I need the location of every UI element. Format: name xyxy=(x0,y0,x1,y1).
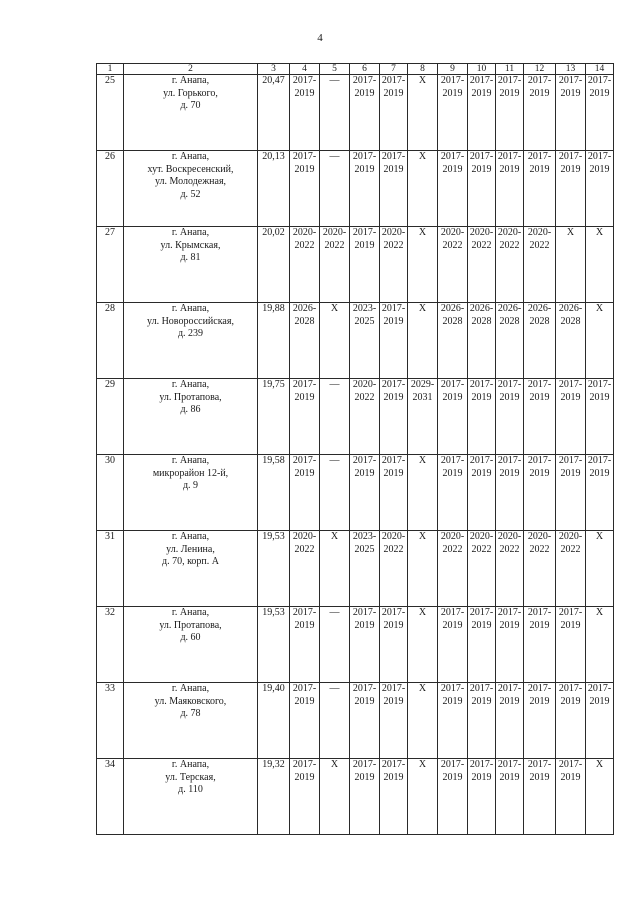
period-cell: X xyxy=(408,303,438,379)
period-cell: X xyxy=(556,227,586,303)
period-cell: — xyxy=(320,151,350,227)
period-cell: 2020-2022 xyxy=(524,531,556,607)
period-cell: X xyxy=(408,759,438,835)
table-row xyxy=(97,531,614,607)
period-cell: 2020-2022 xyxy=(438,531,468,607)
period-cell: 2017-2019 xyxy=(380,379,408,455)
area-cell: 19,58 xyxy=(258,455,290,531)
period-cell: 2017-2019 xyxy=(496,151,524,227)
address-line: д. 239 xyxy=(177,328,204,339)
address-line: ул. Новороссийская, xyxy=(147,315,234,327)
address-cell xyxy=(124,759,258,835)
period-cell: 2017-2019 xyxy=(438,683,468,759)
period-cell: X xyxy=(408,683,438,759)
address-line: г. Анапа, xyxy=(171,607,210,618)
period-cell: — xyxy=(320,379,350,455)
period-cell: X xyxy=(408,227,438,303)
period-cell: 2017-2019 xyxy=(524,607,556,683)
address-line: д. 60 xyxy=(180,632,201,643)
period-cell: 2017-2019 xyxy=(586,379,614,455)
period-cell: 2017-2019 xyxy=(556,75,586,151)
address-line: ул. Терская, xyxy=(165,771,216,783)
period-cell: 2017-2019 xyxy=(290,607,320,683)
period-cell: 2017-2019 xyxy=(496,379,524,455)
table-row xyxy=(97,75,614,151)
column-header: 9 xyxy=(438,64,468,75)
period-cell: 2017-2019 xyxy=(380,607,408,683)
period-cell: X xyxy=(408,75,438,151)
period-cell: X xyxy=(320,303,350,379)
period-cell: 2017-2019 xyxy=(586,151,614,227)
area-cell: 19,32 xyxy=(258,759,290,835)
address-line: г. Анапа, xyxy=(171,227,210,238)
period-cell: 2017-2019 xyxy=(496,683,524,759)
period-cell: 2020-2022 xyxy=(320,227,350,303)
period-cell: — xyxy=(320,683,350,759)
period-cell: 2017-2019 xyxy=(496,75,524,151)
period-cell: 2017-2019 xyxy=(380,759,408,835)
address-line: г. Анапа, xyxy=(171,379,210,390)
period-cell: 2017-2019 xyxy=(496,455,524,531)
row-number-cell: 30 xyxy=(97,455,124,531)
period-cell: 2020-2022 xyxy=(350,379,380,455)
period-cell: 2017-2019 xyxy=(290,379,320,455)
address-line: ул. Маяковского, xyxy=(154,695,227,707)
table-body xyxy=(97,64,614,835)
period-cell: X xyxy=(408,531,438,607)
period-cell: 2017-2019 xyxy=(556,607,586,683)
address-line: ул. Протапова, xyxy=(159,619,222,631)
period-cell: 2017-2019 xyxy=(496,607,524,683)
period-cell: 2017-2019 xyxy=(350,227,380,303)
address-line: г. Анапа, xyxy=(171,151,210,162)
period-cell: 2017-2019 xyxy=(350,607,380,683)
address-line: микрорайон 12-й, xyxy=(152,467,229,479)
period-cell: 2017-2019 xyxy=(438,379,468,455)
column-header: 12 xyxy=(524,64,556,75)
period-cell: 2017-2019 xyxy=(468,151,496,227)
period-cell: 2020-2022 xyxy=(496,531,524,607)
period-cell: 2017-2019 xyxy=(524,379,556,455)
period-cell: 2017-2019 xyxy=(496,759,524,835)
period-cell: 2017-2019 xyxy=(556,759,586,835)
period-cell: 2017-2019 xyxy=(290,455,320,531)
period-cell: 2017-2019 xyxy=(350,455,380,531)
period-cell: 2017-2019 xyxy=(524,75,556,151)
address-line: ул. Ленина, xyxy=(166,543,215,555)
address-line: д. 52 xyxy=(180,188,201,200)
period-cell: 2026-2028 xyxy=(556,303,586,379)
period-cell: 2026-2028 xyxy=(438,303,468,379)
address-line: ул. Горького, xyxy=(163,87,218,99)
row-number-cell: 29 xyxy=(97,379,124,455)
period-cell: 2020-2022 xyxy=(468,531,496,607)
address-line: д. 81 xyxy=(180,252,201,263)
period-cell: 2017-2019 xyxy=(380,303,408,379)
period-cell: 2020-2022 xyxy=(438,227,468,303)
column-header: 10 xyxy=(468,64,496,75)
table-row xyxy=(97,607,614,683)
period-cell: 2017-2019 xyxy=(468,759,496,835)
column-header: 2 xyxy=(124,64,258,75)
period-cell: 2017-2019 xyxy=(438,151,468,227)
address-line: ул. Крымская, xyxy=(160,239,221,251)
row-number-cell: 32 xyxy=(97,607,124,683)
address-cell xyxy=(124,683,258,759)
address-line: г. Анапа, xyxy=(171,683,210,694)
row-number-cell: 26 xyxy=(97,151,124,227)
address-cell xyxy=(124,607,258,683)
period-cell: 2029-2031 xyxy=(408,379,438,455)
period-cell: 2026-2028 xyxy=(468,303,496,379)
column-header: 5 xyxy=(320,64,350,75)
address-line: д. 70 xyxy=(180,100,201,111)
address-line: д. 9 xyxy=(182,480,199,491)
period-cell: 2023-2025 xyxy=(350,303,380,379)
column-header: 3 xyxy=(258,64,290,75)
address-line: ул. Молодежная, xyxy=(154,176,227,187)
period-cell: 2020-2022 xyxy=(290,531,320,607)
column-header: 6 xyxy=(350,64,380,75)
address-cell xyxy=(124,151,258,227)
column-header: 13 xyxy=(556,64,586,75)
period-cell: — xyxy=(320,607,350,683)
period-cell: 2026-2028 xyxy=(524,303,556,379)
period-cell: 2017-2019 xyxy=(524,683,556,759)
address-line: г. Анапа, xyxy=(171,303,210,314)
row-number-cell: 33 xyxy=(97,683,124,759)
address-cell xyxy=(124,455,258,531)
address-line: д. 70, корп. А xyxy=(161,556,219,567)
table-row xyxy=(97,683,614,759)
column-header: 4 xyxy=(290,64,320,75)
period-cell: 2020-2022 xyxy=(380,227,408,303)
period-cell: 2017-2019 xyxy=(380,683,408,759)
period-cell: 2026-2028 xyxy=(496,303,524,379)
address-line: д. 78 xyxy=(180,708,201,719)
table-row xyxy=(97,455,614,531)
address-cell xyxy=(124,227,258,303)
column-header: 8 xyxy=(408,64,438,75)
period-cell: 2017-2019 xyxy=(468,683,496,759)
period-cell: 2017-2019 xyxy=(556,683,586,759)
table-row xyxy=(97,379,614,455)
area-cell: 20,13 xyxy=(258,151,290,227)
period-cell: 2020-2022 xyxy=(524,227,556,303)
period-cell: 2017-2019 xyxy=(380,455,408,531)
period-cell: 2017-2019 xyxy=(290,151,320,227)
table-row xyxy=(97,303,614,379)
period-cell: 2017-2019 xyxy=(524,759,556,835)
period-cell: 2017-2019 xyxy=(438,759,468,835)
period-cell: 2017-2019 xyxy=(586,683,614,759)
area-cell: 19,88 xyxy=(258,303,290,379)
period-cell: 2017-2019 xyxy=(290,759,320,835)
period-cell: X xyxy=(320,759,350,835)
period-cell: 2017-2019 xyxy=(438,75,468,151)
schedule-table xyxy=(96,63,614,835)
period-cell: 2017-2019 xyxy=(290,75,320,151)
period-cell: 2020-2022 xyxy=(468,227,496,303)
period-cell: 2026-2028 xyxy=(290,303,320,379)
row-number-cell: 27 xyxy=(97,227,124,303)
period-cell: 2017-2019 xyxy=(586,75,614,151)
period-cell: 2017-2019 xyxy=(380,151,408,227)
period-cell: 2023-2025 xyxy=(350,531,380,607)
address-line: г. Анапа, xyxy=(171,75,210,86)
table-row xyxy=(97,759,614,835)
period-cell: 2017-2019 xyxy=(438,607,468,683)
period-cell: X xyxy=(586,759,614,835)
period-cell: 2017-2019 xyxy=(350,759,380,835)
period-cell: — xyxy=(320,75,350,151)
area-cell: 20,02 xyxy=(258,227,290,303)
column-header: 7 xyxy=(380,64,408,75)
period-cell: X xyxy=(586,607,614,683)
address-line: ул. Протапова, xyxy=(159,391,222,403)
period-cell: X xyxy=(320,531,350,607)
address-line: г. Анапа, xyxy=(171,759,210,770)
area-cell: 19,75 xyxy=(258,379,290,455)
address-line: г. Анапа, xyxy=(171,531,210,542)
period-cell: 2017-2019 xyxy=(586,455,614,531)
period-cell: 2017-2019 xyxy=(350,75,380,151)
period-cell: X xyxy=(408,455,438,531)
column-header: 1 xyxy=(97,64,124,75)
period-cell: X xyxy=(408,151,438,227)
area-cell: 20,47 xyxy=(258,75,290,151)
table-row xyxy=(97,227,614,303)
period-cell: 2020-2022 xyxy=(290,227,320,303)
period-cell: 2017-2019 xyxy=(350,151,380,227)
area-cell: 19,53 xyxy=(258,607,290,683)
address-cell xyxy=(124,531,258,607)
period-cell: 2017-2019 xyxy=(468,607,496,683)
row-number-cell: 25 xyxy=(97,75,124,151)
period-cell: 2020-2022 xyxy=(496,227,524,303)
period-cell: 2017-2019 xyxy=(556,379,586,455)
column-header: 14 xyxy=(586,64,614,75)
row-number-cell: 31 xyxy=(97,531,124,607)
period-cell: 2017-2019 xyxy=(468,455,496,531)
period-cell: 2017-2019 xyxy=(524,455,556,531)
address-cell xyxy=(124,75,258,151)
period-cell: 2020-2022 xyxy=(380,531,408,607)
period-cell: 2020-2022 xyxy=(556,531,586,607)
period-cell: X xyxy=(408,607,438,683)
period-cell: 2017-2019 xyxy=(468,379,496,455)
period-cell: 2017-2019 xyxy=(290,683,320,759)
address-line: хут. Воскресенский, xyxy=(147,163,234,175)
period-cell: 2017-2019 xyxy=(524,151,556,227)
column-number-row xyxy=(97,64,614,75)
column-header: 11 xyxy=(496,64,524,75)
address-line: д. 110 xyxy=(178,784,203,795)
address-line: д. 86 xyxy=(180,404,201,415)
row-number-cell: 28 xyxy=(97,303,124,379)
period-cell: X xyxy=(586,227,614,303)
period-cell: X xyxy=(586,531,614,607)
period-cell: 2017-2019 xyxy=(350,683,380,759)
period-cell: 2017-2019 xyxy=(556,151,586,227)
period-cell: 2017-2019 xyxy=(380,75,408,151)
period-cell: X xyxy=(586,303,614,379)
address-cell xyxy=(124,303,258,379)
period-cell: 2017-2019 xyxy=(556,455,586,531)
period-cell: — xyxy=(320,455,350,531)
area-cell: 19,40 xyxy=(258,683,290,759)
period-cell: 2017-2019 xyxy=(468,75,496,151)
address-cell xyxy=(124,379,258,455)
row-number-cell: 34 xyxy=(97,759,124,835)
period-cell: 2017-2019 xyxy=(438,455,468,531)
page-number: 4 xyxy=(317,32,323,44)
area-cell: 19,53 xyxy=(258,531,290,607)
table-row xyxy=(97,151,614,227)
address-line: г. Анапа, xyxy=(171,455,210,466)
